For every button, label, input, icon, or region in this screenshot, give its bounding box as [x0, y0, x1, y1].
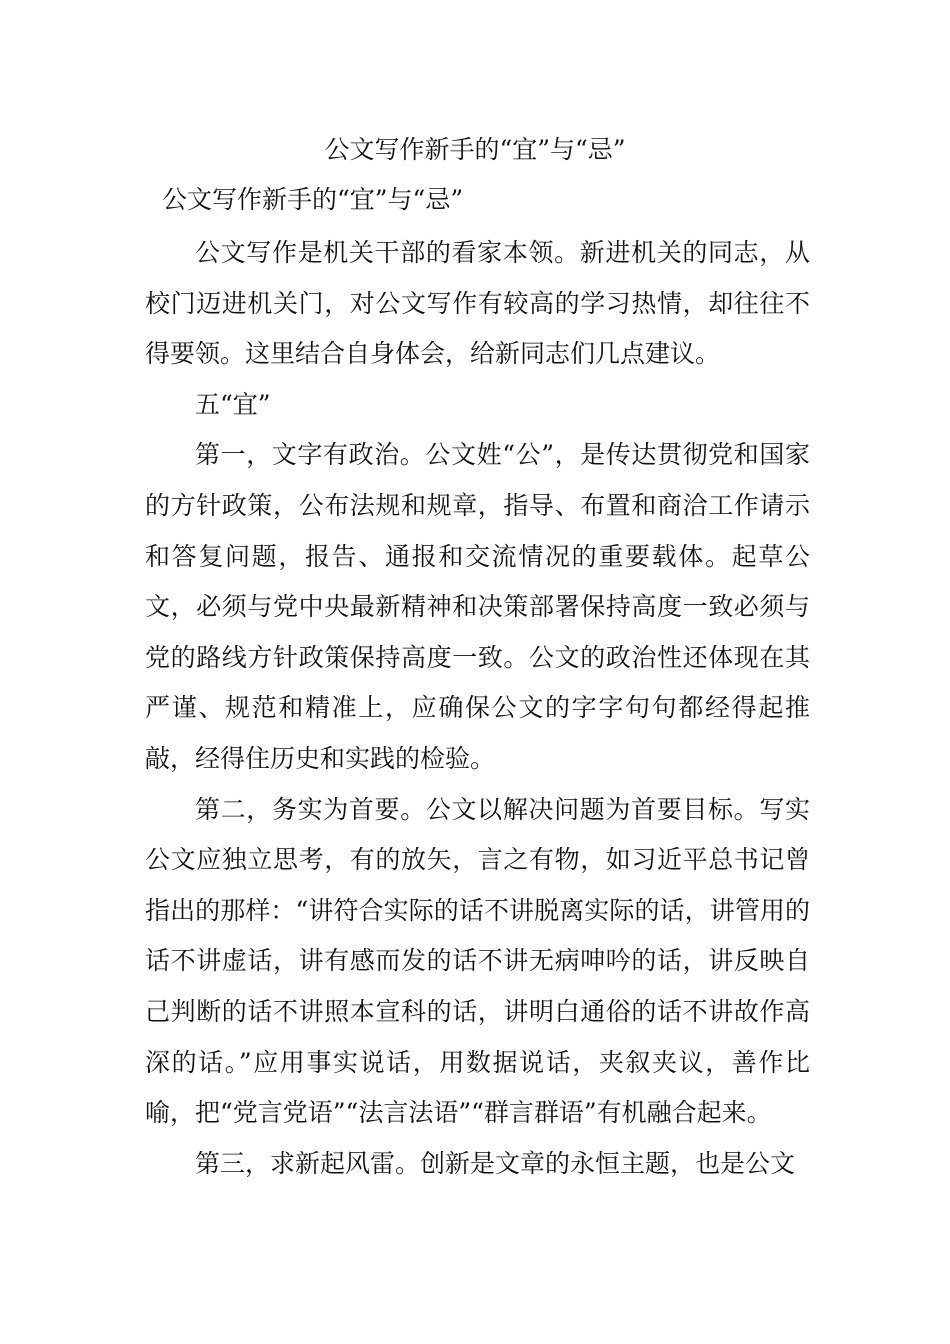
document-body	[145, 228, 810, 1189]
document-subtitle: 公文写作新手的“宜”与“忌”	[162, 185, 464, 214]
section-heading-five-yi: 五“宜”	[195, 389, 271, 419]
paragraph-point-one: 第一，文字有政治。公文姓“公”，是传达贯彻党和国家的方针政策，公布法规和规章，指导、布置和商洽工作请示和答复问题，报告、通报和交流情况的重要载体。起草公文，必须与党中央最新精神和决策部署保持高度一致必须与党的路线方针政策保持高度一致。公文的政治性还体现在其严谨、规范和精准上，应确保公文的字字句句都经得起推敲，经得住历史和实践的检验。	[145, 440, 810, 773]
paragraph-point-three: 第三，求新起风雷。创新是文章的永恒主题，也是公文	[195, 1148, 796, 1178]
document-title: 公文写作新手的“宜”与“忌”	[324, 135, 626, 164]
paragraph-intro: 公文写作是机关干部的看家本领。新进机关的同志，从校门迈进机关门，对公文写作有较高的学习热情，却往往不得要领。这里结合自身体会，给新同志们几点建议。	[145, 238, 810, 369]
paragraph-point-two: 第二，务实为首要。公文以解决问题为首要目标。写实公文应独立思考，有的放矢，言之有物，如习近平总书记曾指出的那样：“讲符合实际的话不讲脱离实际的话，讲管用的话不讲虚话，讲有感而发的话不讲无病呻吟的话，讲反映自己判断的话不讲照本宣科的话，讲明白通俗的话不讲故作高深的话。”应用事实说话，用数据说话，夹叙夹议，善作比喻，把“党言党语”“法言法语”“群言群语”有机融合起来。	[145, 794, 810, 1128]
